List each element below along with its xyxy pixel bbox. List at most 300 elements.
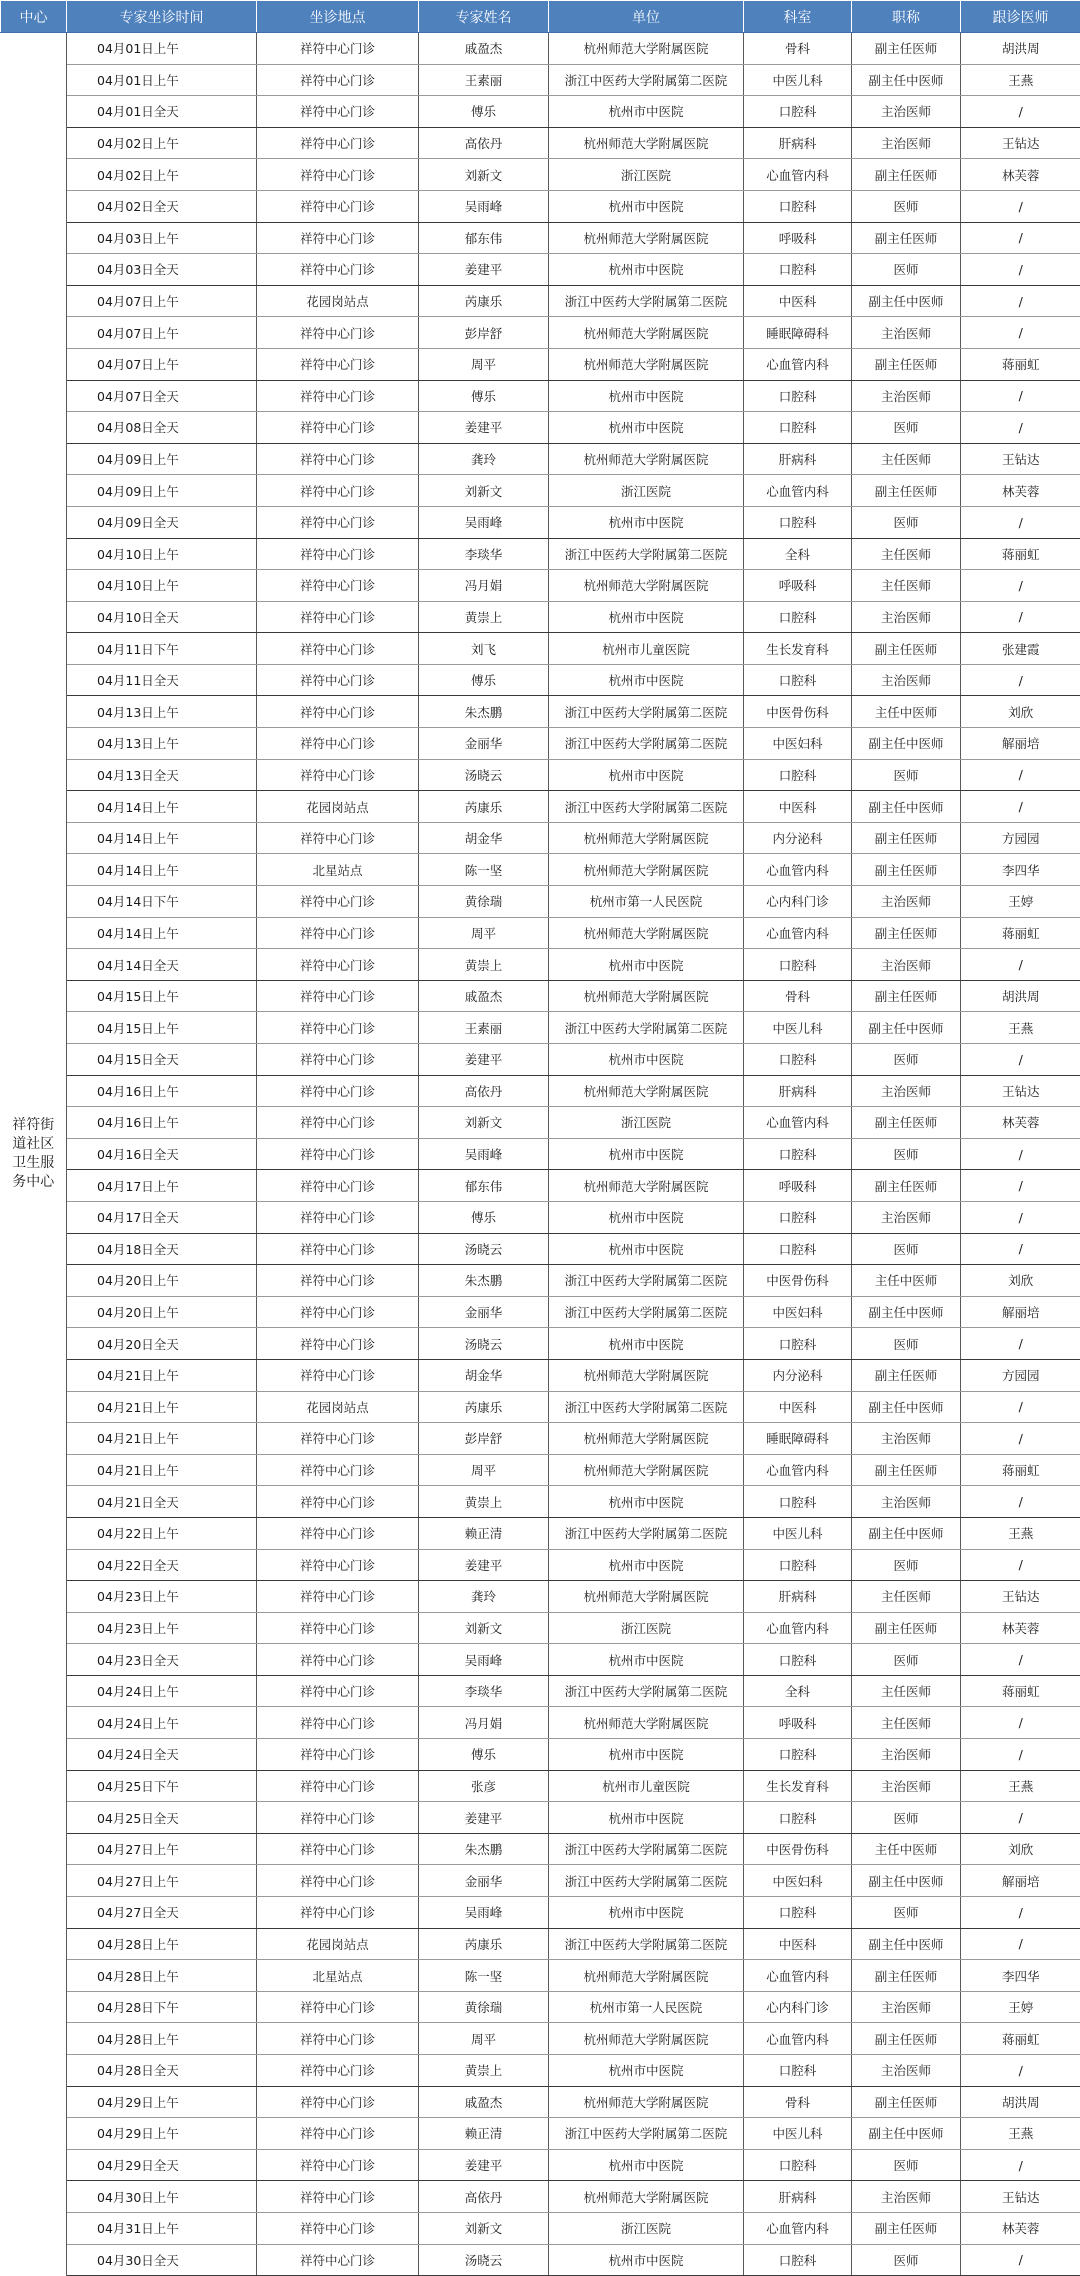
expert-name-cell: 李琰华 bbox=[419, 538, 549, 570]
title-cell: 副主任医师 bbox=[852, 1960, 961, 1992]
department-cell: 口腔科 bbox=[744, 1644, 852, 1676]
department-cell: 口腔科 bbox=[744, 1897, 852, 1929]
place-cell: 祥符中心门诊 bbox=[257, 506, 419, 538]
schedule-time-cell: 04月09日上午 bbox=[67, 475, 257, 507]
header-center: 中心 bbox=[1, 1, 67, 33]
expert-name-cell: 汤晓云 bbox=[419, 2244, 549, 2276]
title-cell: 副主任医师 bbox=[852, 854, 961, 886]
department-cell: 肝病科 bbox=[744, 127, 852, 159]
assistant-cell: / bbox=[961, 285, 1080, 317]
department-cell: 中医儿科 bbox=[744, 1012, 852, 1044]
unit-cell: 浙江中医药大学附属第二医院 bbox=[549, 2118, 744, 2150]
unit-cell: 杭州师范大学附属医院 bbox=[549, 1707, 744, 1739]
assistant-cell: 蒋丽虹 bbox=[961, 917, 1080, 949]
expert-name-cell: 刘新文 bbox=[419, 475, 549, 507]
unit-cell: 杭州市第一人民医院 bbox=[549, 1991, 744, 2023]
header-unit: 单位 bbox=[549, 1, 744, 33]
expert-name-cell: 陈一坚 bbox=[419, 854, 549, 886]
schedule-time-cell: 04月14日下午 bbox=[67, 886, 257, 918]
title-cell: 副主任中医师 bbox=[852, 1865, 961, 1897]
header-assistant: 跟诊医师 bbox=[961, 1, 1080, 33]
place-cell: 祥符中心门诊 bbox=[257, 1044, 419, 1076]
title-cell: 副主任医师 bbox=[852, 2212, 961, 2244]
table-row bbox=[1, 791, 1080, 823]
department-cell: 口腔科 bbox=[744, 664, 852, 696]
place-cell: 花园岗站点 bbox=[257, 285, 419, 317]
schedule-time-cell: 04月01日上午 bbox=[67, 64, 257, 96]
schedule-time-cell: 04月11日全天 bbox=[67, 664, 257, 696]
schedule-time-cell: 04月16日上午 bbox=[67, 1075, 257, 1107]
table-body bbox=[1, 33, 1080, 2276]
place-cell: 祥符中心门诊 bbox=[257, 475, 419, 507]
assistant-cell: 林芙蓉 bbox=[961, 1107, 1080, 1139]
table-row bbox=[1, 317, 1080, 349]
schedule-time-cell: 04月09日上午 bbox=[67, 443, 257, 475]
table-row bbox=[1, 1296, 1080, 1328]
assistant-cell: 胡洪周 bbox=[961, 2086, 1080, 2118]
schedule-time-cell: 04月23日上午 bbox=[67, 1581, 257, 1613]
assistant-cell: / bbox=[961, 506, 1080, 538]
expert-name-cell: 高依丹 bbox=[419, 127, 549, 159]
expert-name-cell: 黄徐瑞 bbox=[419, 1991, 549, 2023]
assistant-cell: 王燕 bbox=[961, 2118, 1080, 2150]
title-cell: 副主任医师 bbox=[852, 2086, 961, 2118]
unit-cell: 浙江中医药大学附属第二医院 bbox=[549, 285, 744, 317]
place-cell: 祥符中心门诊 bbox=[257, 886, 419, 918]
unit-cell: 杭州市中医院 bbox=[549, 380, 744, 412]
schedule-time-cell: 04月21日上午 bbox=[67, 1454, 257, 1486]
place-cell: 祥符中心门诊 bbox=[257, 1739, 419, 1771]
expert-name-cell: 姜建平 bbox=[419, 412, 549, 444]
place-cell: 祥符中心门诊 bbox=[257, 1328, 419, 1360]
table-row bbox=[1, 633, 1080, 665]
assistant-cell: 林芙蓉 bbox=[961, 2212, 1080, 2244]
title-cell: 副主任医师 bbox=[852, 475, 961, 507]
department-cell: 骨科 bbox=[744, 33, 852, 65]
assistant-cell: 王钻达 bbox=[961, 1581, 1080, 1613]
table-row bbox=[1, 33, 1080, 65]
department-cell: 心血管内科 bbox=[744, 475, 852, 507]
title-cell: 主任医师 bbox=[852, 1675, 961, 1707]
department-cell: 心血管内科 bbox=[744, 348, 852, 380]
assistant-cell: / bbox=[961, 1897, 1080, 1929]
assistant-cell: / bbox=[961, 949, 1080, 981]
schedule-time-cell: 04月21日全天 bbox=[67, 1486, 257, 1518]
schedule-time-cell: 04月14日上午 bbox=[67, 917, 257, 949]
expert-name-cell: 郁东伟 bbox=[419, 222, 549, 254]
table-row bbox=[1, 64, 1080, 96]
table-row bbox=[1, 980, 1080, 1012]
table-row bbox=[1, 506, 1080, 538]
assistant-cell: / bbox=[961, 190, 1080, 222]
expert-name-cell: 姜建平 bbox=[419, 1044, 549, 1076]
unit-cell: 杭州市中医院 bbox=[549, 1138, 744, 1170]
title-cell: 主治医师 bbox=[852, 2181, 961, 2213]
title-cell: 主任中医师 bbox=[852, 1265, 961, 1297]
assistant-cell: / bbox=[961, 1707, 1080, 1739]
title-cell: 主治医师 bbox=[852, 127, 961, 159]
assistant-cell: 王燕 bbox=[961, 1770, 1080, 1802]
title-cell: 主治医师 bbox=[852, 2055, 961, 2087]
title-cell: 医师 bbox=[852, 1044, 961, 1076]
table-row bbox=[1, 1107, 1080, 1139]
expert-name-cell: 王素丽 bbox=[419, 1012, 549, 1044]
unit-cell: 杭州市中医院 bbox=[549, 412, 744, 444]
place-cell: 祥符中心门诊 bbox=[257, 1707, 419, 1739]
title-cell: 医师 bbox=[852, 1802, 961, 1834]
schedule-time-cell: 04月15日上午 bbox=[67, 980, 257, 1012]
unit-cell: 杭州师范大学附属医院 bbox=[549, 1170, 744, 1202]
unit-cell: 杭州市中医院 bbox=[549, 190, 744, 222]
table-row bbox=[1, 1739, 1080, 1771]
assistant-cell: 胡洪周 bbox=[961, 980, 1080, 1012]
department-cell: 中医科 bbox=[744, 1928, 852, 1960]
table-row bbox=[1, 1770, 1080, 1802]
title-cell: 主治医师 bbox=[852, 96, 961, 128]
department-cell: 肝病科 bbox=[744, 2181, 852, 2213]
unit-cell: 杭州市中医院 bbox=[549, 2055, 744, 2087]
department-cell: 呼吸科 bbox=[744, 1707, 852, 1739]
title-cell: 副主任医师 bbox=[852, 159, 961, 191]
table-row bbox=[1, 1675, 1080, 1707]
department-cell: 口腔科 bbox=[744, 1739, 852, 1771]
table-row bbox=[1, 601, 1080, 633]
department-cell: 口腔科 bbox=[744, 949, 852, 981]
table-row bbox=[1, 1486, 1080, 1518]
place-cell: 祥符中心门诊 bbox=[257, 317, 419, 349]
department-cell: 肝病科 bbox=[744, 1581, 852, 1613]
unit-cell: 杭州师范大学附属医院 bbox=[549, 822, 744, 854]
assistant-cell: / bbox=[961, 1802, 1080, 1834]
unit-cell: 杭州师范大学附属医院 bbox=[549, 127, 744, 159]
schedule-time-cell: 04月16日上午 bbox=[67, 1107, 257, 1139]
department-cell: 内分泌科 bbox=[744, 822, 852, 854]
place-cell: 祥符中心门诊 bbox=[257, 696, 419, 728]
schedule-time-cell: 04月07日上午 bbox=[67, 317, 257, 349]
schedule-time-cell: 04月20日上午 bbox=[67, 1265, 257, 1297]
unit-cell: 浙江中医药大学附属第二医院 bbox=[549, 1265, 744, 1297]
unit-cell: 杭州市中医院 bbox=[549, 1549, 744, 1581]
department-cell: 口腔科 bbox=[744, 2055, 852, 2087]
title-cell: 主治医师 bbox=[852, 317, 961, 349]
expert-name-cell: 芮康乐 bbox=[419, 1391, 549, 1423]
department-cell: 中医妇科 bbox=[744, 1296, 852, 1328]
department-cell: 中医儿科 bbox=[744, 64, 852, 96]
unit-cell: 浙江医院 bbox=[549, 1612, 744, 1644]
expert-name-cell: 芮康乐 bbox=[419, 285, 549, 317]
unit-cell: 浙江中医药大学附属第二医院 bbox=[549, 791, 744, 823]
schedule-time-cell: 04月09日全天 bbox=[67, 506, 257, 538]
expert-name-cell: 张彦 bbox=[419, 1770, 549, 1802]
table-row bbox=[1, 664, 1080, 696]
unit-cell: 杭州市中医院 bbox=[549, 1486, 744, 1518]
unit-cell: 杭州市中医院 bbox=[549, 1739, 744, 1771]
schedule-time-cell: 04月08日全天 bbox=[67, 412, 257, 444]
place-cell: 祥符中心门诊 bbox=[257, 412, 419, 444]
assistant-cell: / bbox=[961, 1328, 1080, 1360]
expert-name-cell: 汤晓云 bbox=[419, 1328, 549, 1360]
expert-name-cell: 姜建平 bbox=[419, 254, 549, 286]
title-cell: 主治医师 bbox=[852, 1739, 961, 1771]
expert-name-cell: 彭岸舒 bbox=[419, 317, 549, 349]
assistant-cell: / bbox=[961, 1644, 1080, 1676]
table-row bbox=[1, 1928, 1080, 1960]
title-cell: 副主任医师 bbox=[852, 633, 961, 665]
schedule-time-cell: 04月18日全天 bbox=[67, 1233, 257, 1265]
assistant-cell: 刘欣 bbox=[961, 1265, 1080, 1297]
expert-name-cell: 汤晓云 bbox=[419, 1233, 549, 1265]
expert-name-cell: 王素丽 bbox=[419, 64, 549, 96]
department-cell: 骨科 bbox=[744, 980, 852, 1012]
expert-name-cell: 高依丹 bbox=[419, 1075, 549, 1107]
place-cell: 祥符中心门诊 bbox=[257, 1612, 419, 1644]
unit-cell: 杭州师范大学附属医院 bbox=[549, 570, 744, 602]
expert-name-cell: 冯月娟 bbox=[419, 570, 549, 602]
place-cell: 祥符中心门诊 bbox=[257, 917, 419, 949]
table-row bbox=[1, 1897, 1080, 1929]
place-cell: 北星站点 bbox=[257, 854, 419, 886]
assistant-cell: / bbox=[961, 1170, 1080, 1202]
assistant-cell: 林芙蓉 bbox=[961, 475, 1080, 507]
department-cell: 心血管内科 bbox=[744, 2023, 852, 2055]
place-cell: 祥符中心门诊 bbox=[257, 159, 419, 191]
title-cell: 医师 bbox=[852, 254, 961, 286]
expert-name-cell: 傅乐 bbox=[419, 380, 549, 412]
expert-name-cell: 朱杰鹏 bbox=[419, 1833, 549, 1865]
unit-cell: 浙江中医药大学附属第二医院 bbox=[549, 1391, 744, 1423]
table-row bbox=[1, 2244, 1080, 2276]
department-cell: 肝病科 bbox=[744, 443, 852, 475]
schedule-time-cell: 04月02日上午 bbox=[67, 159, 257, 191]
department-cell: 全科 bbox=[744, 538, 852, 570]
title-cell: 主治医师 bbox=[852, 1075, 961, 1107]
place-cell: 祥符中心门诊 bbox=[257, 538, 419, 570]
schedule-time-cell: 04月28日上午 bbox=[67, 1960, 257, 1992]
table-row bbox=[1, 1833, 1080, 1865]
department-cell: 睡眠障碍科 bbox=[744, 317, 852, 349]
department-cell: 中医妇科 bbox=[744, 1865, 852, 1897]
expert-name-cell: 周平 bbox=[419, 917, 549, 949]
expert-name-cell: 黄崇上 bbox=[419, 2055, 549, 2087]
assistant-cell: 方园园 bbox=[961, 1359, 1080, 1391]
expert-name-cell: 刘飞 bbox=[419, 633, 549, 665]
title-cell: 主任中医师 bbox=[852, 1833, 961, 1865]
table-row bbox=[1, 1612, 1080, 1644]
place-cell: 祥符中心门诊 bbox=[257, 1170, 419, 1202]
expert-name-cell: 傅乐 bbox=[419, 1201, 549, 1233]
table-row bbox=[1, 570, 1080, 602]
table-row bbox=[1, 822, 1080, 854]
assistant-cell: / bbox=[961, 1138, 1080, 1170]
department-cell: 口腔科 bbox=[744, 759, 852, 791]
department-cell: 呼吸科 bbox=[744, 1170, 852, 1202]
schedule-time-cell: 04月21日上午 bbox=[67, 1359, 257, 1391]
title-cell: 医师 bbox=[852, 506, 961, 538]
place-cell: 祥符中心门诊 bbox=[257, 64, 419, 96]
place-cell: 祥符中心门诊 bbox=[257, 1075, 419, 1107]
table-row bbox=[1, 2118, 1080, 2150]
place-cell: 祥符中心门诊 bbox=[257, 2181, 419, 2213]
expert-name-cell: 黄崇上 bbox=[419, 601, 549, 633]
title-cell: 医师 bbox=[852, 1328, 961, 1360]
title-cell: 主治医师 bbox=[852, 1770, 961, 1802]
assistant-cell: / bbox=[961, 380, 1080, 412]
place-cell: 祥符中心门诊 bbox=[257, 443, 419, 475]
expert-name-cell: 朱杰鹏 bbox=[419, 696, 549, 728]
department-cell: 心血管内科 bbox=[744, 1107, 852, 1139]
place-cell: 祥符中心门诊 bbox=[257, 96, 419, 128]
table-row bbox=[1, 348, 1080, 380]
place-cell: 祥符中心门诊 bbox=[257, 980, 419, 1012]
table-row bbox=[1, 949, 1080, 981]
expert-name-cell: 龚玲 bbox=[419, 443, 549, 475]
table-row bbox=[1, 1802, 1080, 1834]
department-cell: 口腔科 bbox=[744, 1802, 852, 1834]
title-cell: 副主任医师 bbox=[852, 1454, 961, 1486]
unit-cell: 浙江中医药大学附属第二医院 bbox=[549, 1928, 744, 1960]
assistant-cell: / bbox=[961, 664, 1080, 696]
schedule-time-cell: 04月25日全天 bbox=[67, 1802, 257, 1834]
schedule-time-cell: 04月23日全天 bbox=[67, 1644, 257, 1676]
place-cell: 祥符中心门诊 bbox=[257, 2086, 419, 2118]
title-cell: 主治医师 bbox=[852, 1486, 961, 1518]
department-cell: 口腔科 bbox=[744, 2244, 852, 2276]
expert-name-cell: 胡金华 bbox=[419, 1359, 549, 1391]
table-row bbox=[1, 886, 1080, 918]
department-cell: 睡眠障碍科 bbox=[744, 1423, 852, 1455]
expert-name-cell: 龚玲 bbox=[419, 1581, 549, 1613]
schedule-time-cell: 04月03日上午 bbox=[67, 222, 257, 254]
place-cell: 祥符中心门诊 bbox=[257, 1581, 419, 1613]
schedule-time-cell: 04月28日上午 bbox=[67, 1928, 257, 1960]
schedule-time-cell: 04月28日下午 bbox=[67, 1991, 257, 2023]
table-row bbox=[1, 1644, 1080, 1676]
unit-cell: 杭州师范大学附属医院 bbox=[549, 1960, 744, 1992]
place-cell: 花园岗站点 bbox=[257, 1391, 419, 1423]
table-row bbox=[1, 1075, 1080, 1107]
place-cell: 祥符中心门诊 bbox=[257, 1423, 419, 1455]
schedule-time-cell: 04月16日全天 bbox=[67, 1138, 257, 1170]
title-cell: 副主任中医师 bbox=[852, 64, 961, 96]
department-cell: 中医骨伤科 bbox=[744, 1265, 852, 1297]
place-cell: 祥符中心门诊 bbox=[257, 1265, 419, 1297]
title-cell: 医师 bbox=[852, 1897, 961, 1929]
schedule-time-cell: 04月27日上午 bbox=[67, 1833, 257, 1865]
place-cell: 祥符中心门诊 bbox=[257, 2149, 419, 2181]
table-row bbox=[1, 728, 1080, 760]
table-row bbox=[1, 1549, 1080, 1581]
place-cell: 祥符中心门诊 bbox=[257, 633, 419, 665]
schedule-time-cell: 04月31日上午 bbox=[67, 2212, 257, 2244]
table-row bbox=[1, 854, 1080, 886]
header-title: 职称 bbox=[852, 1, 961, 33]
place-cell: 祥符中心门诊 bbox=[257, 1897, 419, 1929]
unit-cell: 浙江中医药大学附属第二医院 bbox=[549, 696, 744, 728]
assistant-cell: 王钻达 bbox=[961, 443, 1080, 475]
assistant-cell: 蒋丽虹 bbox=[961, 1675, 1080, 1707]
expert-name-cell: 陈一坚 bbox=[419, 1960, 549, 1992]
assistant-cell: / bbox=[961, 759, 1080, 791]
place-cell: 祥符中心门诊 bbox=[257, 2118, 419, 2150]
expert-name-cell: 姜建平 bbox=[419, 1549, 549, 1581]
assistant-cell: / bbox=[961, 2055, 1080, 2087]
expert-name-cell: 吴雨峰 bbox=[419, 1644, 549, 1676]
place-cell: 祥符中心门诊 bbox=[257, 759, 419, 791]
assistant-cell: 胡洪周 bbox=[961, 33, 1080, 65]
table-row bbox=[1, 1359, 1080, 1391]
expert-name-cell: 黄徐瑞 bbox=[419, 886, 549, 918]
title-cell: 主任医师 bbox=[852, 1581, 961, 1613]
expert-name-cell: 赖正清 bbox=[419, 1517, 549, 1549]
assistant-cell: 王钻达 bbox=[961, 1075, 1080, 1107]
unit-cell: 杭州师范大学附属医院 bbox=[549, 1454, 744, 1486]
assistant-cell: 林芙蓉 bbox=[961, 159, 1080, 191]
table-row bbox=[1, 1865, 1080, 1897]
schedule-time-cell: 04月14日全天 bbox=[67, 949, 257, 981]
title-cell: 医师 bbox=[852, 1233, 961, 1265]
schedule-time-cell: 04月29日上午 bbox=[67, 2118, 257, 2150]
assistant-cell: / bbox=[961, 254, 1080, 286]
assistant-cell: 蒋丽虹 bbox=[961, 538, 1080, 570]
schedule-time-cell: 04月02日全天 bbox=[67, 190, 257, 222]
unit-cell: 杭州师范大学附属医院 bbox=[549, 1423, 744, 1455]
table-row bbox=[1, 443, 1080, 475]
unit-cell: 浙江中医药大学附属第二医院 bbox=[549, 1865, 744, 1897]
place-cell: 祥符中心门诊 bbox=[257, 949, 419, 981]
title-cell: 医师 bbox=[852, 1138, 961, 1170]
expert-name-cell: 戚盈杰 bbox=[419, 980, 549, 1012]
unit-cell: 杭州师范大学附属医院 bbox=[549, 2181, 744, 2213]
table-row bbox=[1, 159, 1080, 191]
expert-name-cell: 吴雨峰 bbox=[419, 506, 549, 538]
schedule-time-cell: 04月21日上午 bbox=[67, 1391, 257, 1423]
department-cell: 中医妇科 bbox=[744, 728, 852, 760]
expert-name-cell: 周平 bbox=[419, 1454, 549, 1486]
title-cell: 医师 bbox=[852, 1549, 961, 1581]
schedule-time-cell: 04月17日全天 bbox=[67, 1201, 257, 1233]
table-row bbox=[1, 1581, 1080, 1613]
title-cell: 副主任医师 bbox=[852, 348, 961, 380]
expert-name-cell: 金丽华 bbox=[419, 1865, 549, 1897]
expert-name-cell: 戚盈杰 bbox=[419, 33, 549, 65]
place-cell: 祥符中心门诊 bbox=[257, 1644, 419, 1676]
unit-cell: 杭州师范大学附属医院 bbox=[549, 443, 744, 475]
table-row bbox=[1, 1170, 1080, 1202]
title-cell: 医师 bbox=[852, 412, 961, 444]
department-cell: 内分泌科 bbox=[744, 1359, 852, 1391]
expert-name-cell: 姜建平 bbox=[419, 2149, 549, 2181]
schedule-time-cell: 04月30日全天 bbox=[67, 2244, 257, 2276]
unit-cell: 杭州师范大学附属医院 bbox=[549, 1359, 744, 1391]
unit-cell: 浙江中医药大学附属第二医院 bbox=[549, 1517, 744, 1549]
schedule-time-cell: 04月07日上午 bbox=[67, 285, 257, 317]
place-cell: 祥符中心门诊 bbox=[257, 1802, 419, 1834]
place-cell: 祥符中心门诊 bbox=[257, 1865, 419, 1897]
header-expert-name: 专家姓名 bbox=[419, 1, 549, 33]
table-row bbox=[1, 96, 1080, 128]
expert-name-cell: 赖正清 bbox=[419, 2118, 549, 2150]
assistant-cell: 李四华 bbox=[961, 854, 1080, 886]
unit-cell: 浙江中医药大学附属第二医院 bbox=[549, 538, 744, 570]
title-cell: 主治医师 bbox=[852, 664, 961, 696]
department-cell: 心内科门诊 bbox=[744, 1991, 852, 2023]
schedule-time-cell: 04月10日上午 bbox=[67, 538, 257, 570]
expert-name-cell: 吴雨峰 bbox=[419, 190, 549, 222]
title-cell: 副主任中医师 bbox=[852, 1928, 961, 1960]
assistant-cell: / bbox=[961, 1486, 1080, 1518]
department-cell: 口腔科 bbox=[744, 1201, 852, 1233]
expert-name-cell: 彭岸舒 bbox=[419, 1423, 549, 1455]
